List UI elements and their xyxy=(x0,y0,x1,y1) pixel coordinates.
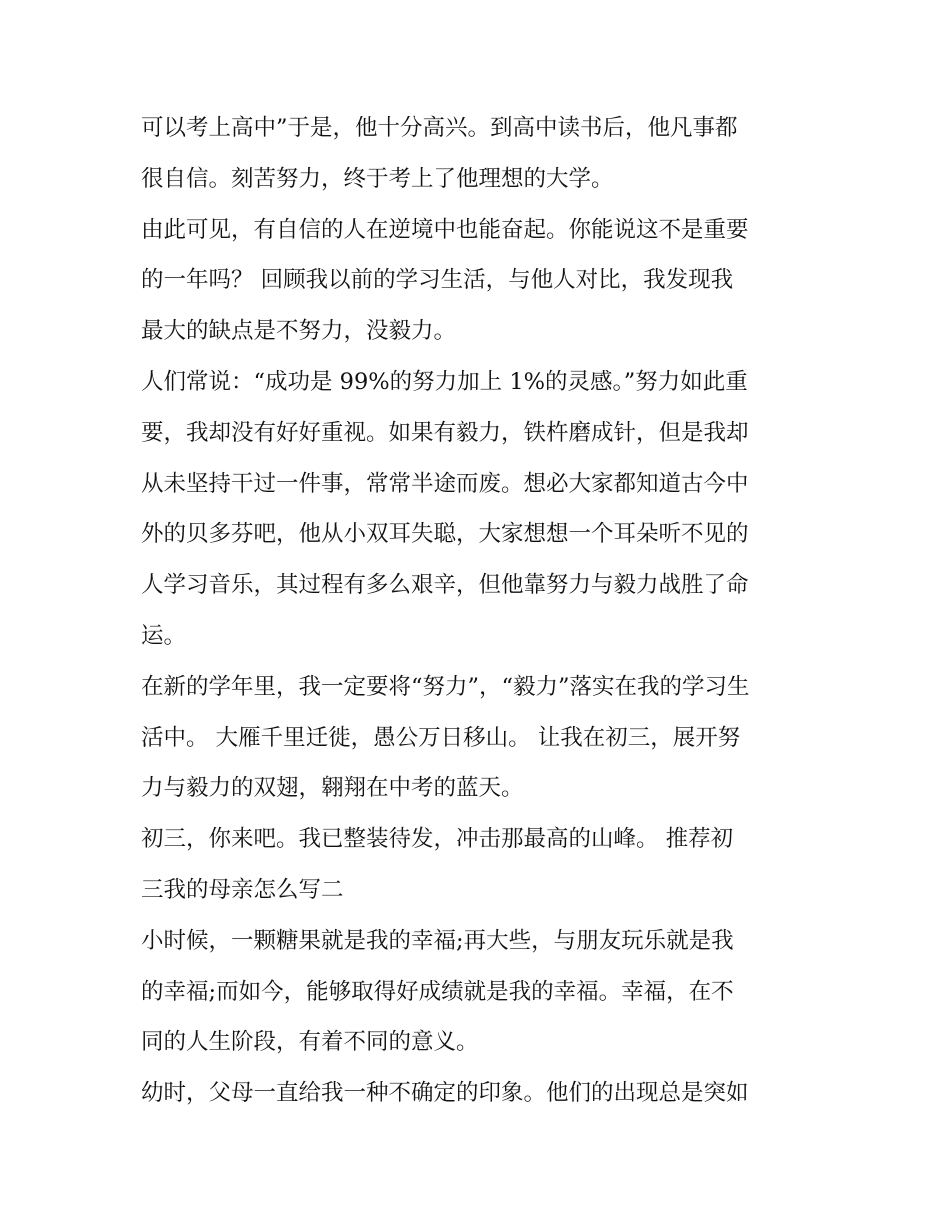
text-line: 的一年吗？ 回顾我以前的学习生活，与他人对比，我发现我 xyxy=(141,267,734,294)
text-line: 运。 xyxy=(141,622,187,649)
text-line: 初三，你来吧。我已整装待发，冲击那最高的山峰。 推荐初 xyxy=(141,826,734,853)
text-line: 从未坚持干过一件事，常常半途而废。想必大家都知道古今中 xyxy=(141,470,749,497)
text-line: 在新的学年里，我一定要将“努力”，“毅力”落实在我的学习生 xyxy=(141,673,750,700)
text-line: 要，我却没有好好重视。如果有毅力，铁杵磨成针，但是我却 xyxy=(141,419,749,446)
text-line: 力与毅力的双翅，翱翔在中考的蓝天。 xyxy=(141,775,524,802)
text-line: 外的贝多芬吧，他从小双耳失聪，大家想想一个耳朵听不见的 xyxy=(141,521,749,548)
document-body xyxy=(141,103,821,1119)
text-line: 同的人生阶段，有着不同的意义。 xyxy=(141,1029,479,1056)
text-line: 幼时，父母一直给我一种不确定的印象。他们的出现总是突如 xyxy=(141,1080,749,1107)
text-line: 很自信。刻苦努力，终于考上了他理想的大学。 xyxy=(141,165,614,192)
text-line: 可以考上高中”于是，他十分高兴。到高中读书后，他凡事都 xyxy=(141,115,738,141)
text-line: 人们常说：“成功是 99%的努力加上 1%的灵感。”努力如此重 xyxy=(141,368,748,395)
text-line: 活中。 大雁千里迁徙，愚公万日移山。 让我在初三，展开努 xyxy=(141,724,741,751)
text-line: 人学习音乐，其过程有多么艰辛，但他靠努力与毅力战胜了命 xyxy=(141,572,749,599)
text-line: 三我的母亲怎么写二 xyxy=(141,876,344,903)
text-line: 的幸福;而如今，能够取得好成绩就是我的幸福。幸福，在不 xyxy=(141,978,734,1005)
text-line: 小时候，一颗糖果就是我的幸福;再大些，与朋友玩乐就是我 xyxy=(141,927,734,954)
text-line: 最大的缺点是不努力，没毅力。 xyxy=(141,318,457,345)
text-line: 由此可见，有自信的人在逆境中也能奋起。你能说这不是重要 xyxy=(141,216,749,243)
